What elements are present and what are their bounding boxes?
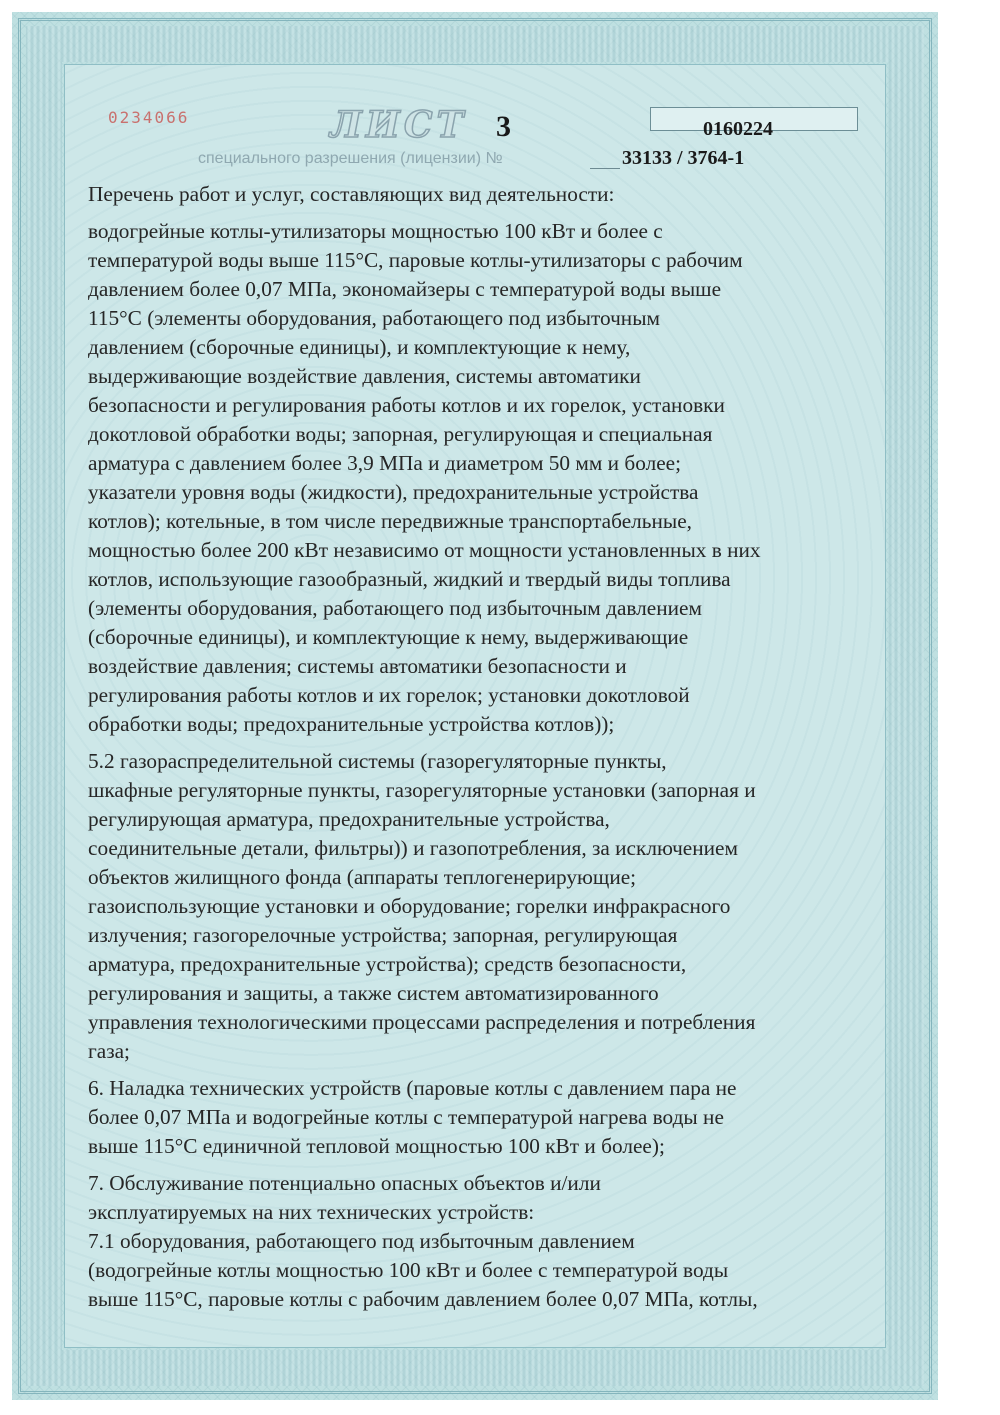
license-caption: специального разрешения (лицензии) № [198, 150, 503, 167]
paragraph-5-2: 5.2 газораспределительной системы (газорегуляторные пункты, шкафные регуляторные пункты, газорегуляторные установки (запорная и регулирующая арматура, предохранительные устройства, соединительные детали, фильтры)) и газопотребления, за исключением объектов жилищного фонда (аппараты теплогенерирующие; газоиспользующие установки и оборудование; горелки инфракрасного излучения; газогорелочные устройства; запорная, регулирующая арматура, предохранительные устройства); средств безопасности, регулирования и защиты, а также систем автоматизированного управления технологическими процессами распределения и потребления газа; [88, 749, 756, 1063]
document-number: 0160224 [703, 118, 773, 140]
paragraph-7-1: 7.1 оборудования, работающего под избыточным давлением (водогрейные котлы мощностью 100 кВт и более с температурой воды выше 115°С, паровые котлы с рабочим давлением более 0,07 МПа, котлы, [88, 1229, 758, 1311]
license-number-underline [590, 168, 620, 169]
document-body [88, 180, 898, 1314]
paragraph-boilers: водогрейные котлы-утилизаторы мощностью 100 кВт и более с температурой воды выше 115°С, паровые котлы-утилизаторы с рабочим давлением более 0,07 МПа, экономайзеры с температурой воды выше 115°С (элементы оборудования, работающего под избыточным давлением (сборочные единицы), и комплектующие к нему, выдерживающие воздействие давления, системы автоматики безопасности и регулирования работы котлов и их горелок, установки докотловой обработки воды; запорная, регулирующая и специальная арматура с давлением более 3,9 МПа и диаметром 50 мм и более; указатели уровня воды (жидкости), предохранительные устройства котлов); котельные, в том числе передвижные транспортабельные, мощностью более 200 кВт независимо от мощности установленных в них котлов, использующие газообразный, жидкий и твердый виды топлива (элементы оборудования, работающего под избыточным давлением (сборочные единицы), и комплектующие к нему, выдерживающие воздействие давления; системы автоматики безопасности и регулирования работы котлов и их горелок; установки докотловой обработки воды; предохранительные устройства котлов)); [88, 219, 761, 736]
serial-number: 0234066 [108, 108, 190, 127]
sheet-number: 3 [496, 110, 511, 143]
works-list-heading: Перечень работ и услуг, составляющих вид деятельности: [88, 182, 615, 206]
paragraph-7: 7. Обслуживание потенциально опасных объектов и/или эксплуатируемых на них технических устройств: [88, 1171, 601, 1224]
paragraph-6: 6. Наладка технических устройств (паровые котлы с давлением пара не более 0,07 МПа и водогрейные котлы с температурой нагрева воды не выше 115°С единичной тепловой мощностью 100 кВт и более); [88, 1076, 737, 1158]
sheet-title: ЛИСТ [330, 104, 468, 146]
license-number: 33133 / 3764-1 [622, 147, 745, 169]
